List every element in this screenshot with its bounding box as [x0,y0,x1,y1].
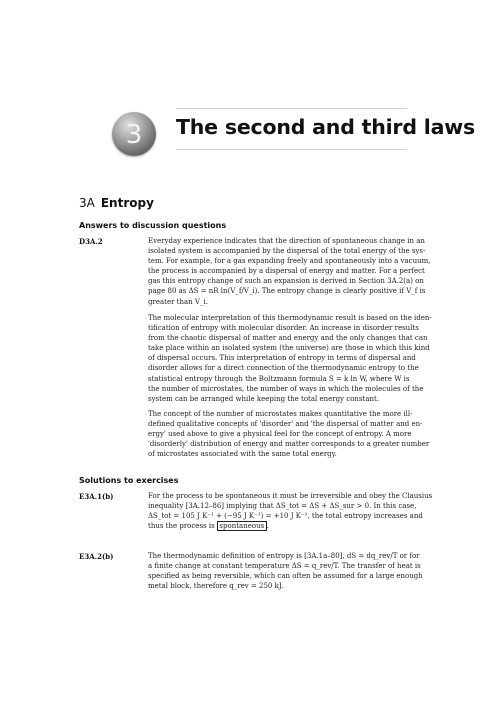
text-line: of dispersal occurs. This interpretation of entropy in terms of dispersal and [148,354,416,363]
discussion-label: D3A.2 [79,237,103,246]
text-line: a finite change at constant temperature ΔS = q_rev/T. The transfer of heat is [148,562,421,571]
text-line: tem. For example, for a gas expanding freely and spontaneously into a vacuum, [148,257,431,266]
exercise-label: E3A.1(b) [79,492,114,501]
chapter-number-badge [112,112,156,156]
text-fragment: thus the process is [148,522,215,531]
section-heading [79,196,154,210]
text-line: statistical entropy through the Boltzmann formula S = k ln W, where W is [148,374,410,383]
boxed-answer: spontaneous [217,521,267,531]
text-line: inequality [3A.12–86] implying that ΔS_tot = ΔS + ΔS_sur > 0. In this case, [148,502,417,511]
chapter-rule-top [176,108,407,109]
text-line: Everyday experience indicates that the direction of spontaneous change in an [148,237,425,245]
chapter-rule-bottom [176,149,407,150]
exercises-heading: Solutions to exercises [79,476,179,485]
text-line: The molecular interpretation of this thermodynamic result is based on the iden- [148,314,432,322]
section-number: 3A [79,196,95,210]
text-line: metal block, therefore q_rev = 250 kJ. [148,582,284,591]
text-line: ergy' used above to give a physical feel for the concept of entropy. A more [148,430,412,439]
text-line: greater than V_i. [148,297,208,306]
discussion-paragraph-3 [148,409,430,459]
text-line: gas this entropy change of such an expansion is derived in Section 3A.2(a) on [148,277,424,286]
section-title: Entropy [100,196,154,210]
text-line: isolated system is accompanied by the dispersal of the total energy of the sys- [148,247,426,256]
text-line: the process is accompanied by a dispersal of energy and matter. For a perfect [148,267,425,276]
exercise-solution-2 [148,551,423,591]
chapter-number: 3 [125,119,143,150]
text-line: The thermodynamic definition of entropy is [3A.1a–80], dS = dq_rev/T or for [148,552,420,560]
text-line: 'disorderly' distribution of energy and matter corresponds to a greater number [148,440,430,449]
text-line: disorder allows for a direct connection of the thermodynamic entropy to the [148,364,419,373]
text-line: The concept of the number of microstates makes quantitative the more ill- [148,410,413,418]
discussion-paragraph-1 [148,236,431,307]
text-line: ΔS_tot = 105 J K⁻¹ + (−95 J K⁻¹) = +10 J K⁻¹, the total entropy increases and [148,512,423,521]
text-line: of microstates associated with the same total energy. [148,450,337,459]
exercise-label: E3A.2(b) [79,552,114,561]
exercise-solution-1 [148,491,433,531]
text-line: system can be arranged while keeping the total energy constant. [148,394,380,403]
text-line: specified as being reversible, which can often be assumed for a large enough [148,572,423,581]
text-line: from the chaotic dispersal of matter and energy and the only changes that can [148,334,428,343]
text-fragment: . [266,522,269,531]
discussion-paragraph-2 [148,313,432,404]
text-line [148,521,410,531]
text-line: take place within an isolated system (the universe) are those in which this kind [148,344,430,353]
text-line: tification of entropy with molecular disorder. An increase in disorder results [148,324,419,333]
chapter-title: The second and third laws [176,115,475,139]
text-line: the number of microstates, the number of ways in which the molecules of the [148,384,424,393]
text-line: For the process to be spontaneous it must be irreversible and obey the Clausius [148,492,433,500]
text-line: defined qualitative concepts of 'disorder' and 'the dispersal of matter and en- [148,420,423,429]
text-line: page 80 as ΔS = nR ln(V_f/V_i). The entropy change is clearly positive if V_f is [148,287,426,296]
discussion-heading: Answers to discussion questions [79,221,227,230]
